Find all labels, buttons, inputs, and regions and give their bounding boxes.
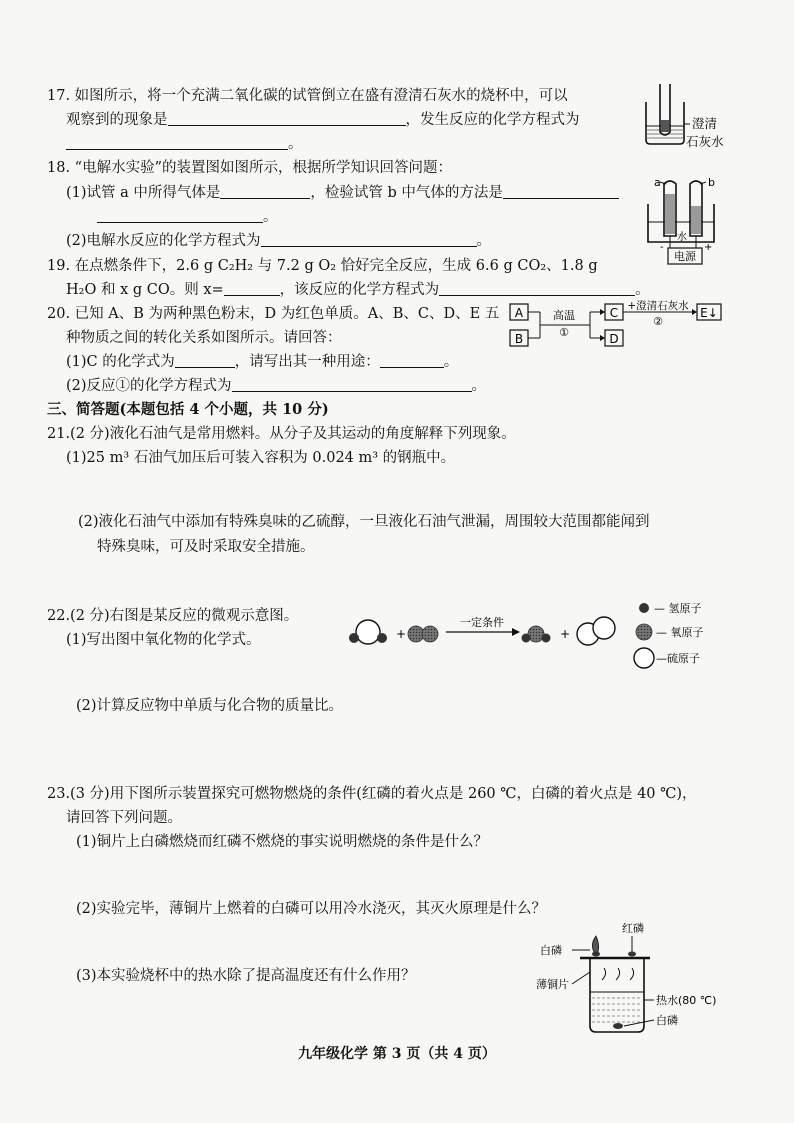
label-white-phosphorus: 白磷 <box>540 944 562 957</box>
q19-line1: 19. 在点燃条件下，2.6 g C₂H₂ 与 7.2 g O₂ 恰好完全反应，生成 6.6 g CO₂、1.8 g <box>47 258 598 274</box>
q20-conversion-diagram <box>506 300 728 350</box>
beaker <box>590 958 644 1032</box>
plus-sign-1: + <box>396 627 407 641</box>
section-3-title: 三、简答题(本题包括 4 个小题，共 10 分) <box>47 401 329 418</box>
label-hot-water: 热水(80 ℃) <box>656 994 717 1007</box>
q23-part3: (3)本实验烧杯中的热水除了提高温度还有什么作用？ <box>76 968 416 984</box>
q20-line1: 20. 已知 A、B 为两种黑色粉末，D 为红色单质。A、B、C、D、E 五 <box>47 306 500 322</box>
q20-part2: (2)反应①的化学方程式为 。 <box>66 378 487 394</box>
q17-line3: 。 <box>66 134 303 154</box>
legend-sulfur: —硫原子 <box>656 652 700 665</box>
q21-line1: 21.(2 分)液化石油气是常用燃料。从分子及其运动的角度解释下列现象。 <box>47 426 516 442</box>
q23-part2: (2)实验完毕，薄铜片上燃着的白磷可以用冷水浇灭，其灭火原理是什么？ <box>76 901 547 917</box>
q18-blank-equation <box>261 231 477 247</box>
q20-blank-use <box>380 352 444 368</box>
svg-text:E↓: E↓ <box>700 306 718 320</box>
power-label: 电源 <box>674 250 696 263</box>
minus-label: - <box>660 242 664 253</box>
q18-part1: (1)试管 a 中所得气体是 ，检验试管 b 中气体的方法是 <box>66 183 619 203</box>
svg-text:A: A <box>514 306 524 320</box>
label-limewater: 石灰水 <box>686 134 724 149</box>
q18-line1: 18. “电解水实验”的装置图如图所示，根据所学知识回答问题： <box>47 160 452 176</box>
q17-line1: 17. 如图所示，将一个充满二氧化碳的试管倒立在盛有澄清石灰水的烧杯中，可以 <box>47 88 568 104</box>
product-s-molecule <box>577 617 615 645</box>
plus-label: + <box>704 242 713 253</box>
q19-blank-equation <box>439 280 635 296</box>
q22-part1: (1)写出图中氧化物的化学式。 <box>66 632 261 648</box>
q19-blank-x <box>224 280 280 296</box>
q21-part1: (1)25 m³ 石油气加压后可装入容积为 0.024 m³ 的钢瓶中。 <box>66 450 456 466</box>
q18-part1-cont: 。 <box>97 207 278 227</box>
tube-a-label: a <box>654 176 661 189</box>
legend-oxygen-swatch <box>636 624 652 640</box>
tube-liquid <box>661 120 669 132</box>
q23-line1: 23.(3 分)用下图所示装置探究可燃物燃烧的条件(红磷的着火点是 260 ℃，白磷的着火点是 40 ℃)， <box>47 786 697 802</box>
label-copper-sheet: 薄铜片 <box>536 978 569 991</box>
condition-limewater: +澄清石灰水 <box>627 300 689 312</box>
q23-part1: (1)铜片上白磷燃烧而红磷不燃烧的事实说明燃烧的条件是什么？ <box>76 834 489 850</box>
q18-blank-gas-a <box>220 183 310 199</box>
q20-blank-equation <box>232 376 472 392</box>
q21-part2-line2: 特殊臭味，可及时采取安全措施。 <box>97 539 315 555</box>
page-footer: 九年级化学 第 3 页（共 4 页） <box>298 1046 496 1062</box>
q22-micro-diagram <box>346 598 714 676</box>
submerged-phosphorus <box>613 1023 623 1029</box>
plus-sign-2: + <box>560 627 571 641</box>
svg-text:D: D <box>609 332 619 346</box>
q22-line1: 22.(2 分)右图是某反应的微观示意图。 <box>47 608 299 624</box>
q22-part2: (2)计算反应物中单质与化合物的质量比。 <box>76 698 344 714</box>
hot-water <box>592 998 642 1022</box>
q18-blank-test-b <box>503 183 619 199</box>
reaction-condition: 一定条件 <box>460 616 504 629</box>
q17-line2: 观察到的现象是 ，发生反应的化学方程式为 <box>66 112 580 128</box>
q18-electrolysis-figure <box>640 174 724 270</box>
q21-part2-line1: (2)液化石油气中添加有特殊臭味的乙硫醇，一旦液化石油气泄漏，周围较大范围都能闻到 <box>78 514 650 530</box>
steam-lines <box>602 968 634 980</box>
label-red-phosphorus: 红磷 <box>622 922 644 935</box>
label-white-phosphorus-2: 白磷 <box>656 1014 678 1027</box>
legend-oxygen: — 氧原子 <box>656 626 704 639</box>
legend-hydrogen: — 氢原子 <box>654 602 702 615</box>
q23-combustion-figure <box>536 918 726 1040</box>
flame-icon <box>592 936 598 952</box>
q20-blank-formula <box>175 352 235 368</box>
q23-line2: 请回答下列问题。 <box>66 810 182 826</box>
legend-hydrogen-swatch <box>639 603 649 613</box>
q17-blank-equation <box>66 134 288 150</box>
q18-blank-test-b-cont <box>97 207 263 223</box>
svg-text:C: C <box>609 306 619 320</box>
label-clear: 澄清 <box>692 116 718 131</box>
reactant-h2s-molecule <box>349 620 387 644</box>
q18-part2: (2)电解水反应的化学方程式为 。 <box>66 233 492 249</box>
water-label: 水 <box>677 232 687 243</box>
q20-part1: (1)C 的化学式为 ，请写出其一种用途： 。 <box>66 354 459 370</box>
q17-blank-phenomenon <box>168 110 406 126</box>
condition-high-temp: 高温 <box>553 309 575 322</box>
reaction-2-mark: ② <box>653 315 663 328</box>
tube-b-label: b <box>708 176 715 189</box>
reactant-o2-molecule <box>408 626 438 642</box>
q19-line2: H₂O 和 x g CO。则 x= ，该反应的化学方程式为 。 <box>66 282 650 298</box>
svg-text:B: B <box>514 332 524 346</box>
q20-line2: 种物质之间的转化关系如图所示。请回答： <box>66 330 342 346</box>
legend-sulfur-swatch <box>634 648 654 668</box>
reaction-1-mark: ① <box>559 326 569 339</box>
product-h2o-molecule <box>522 626 551 643</box>
q17-beaker-figure <box>640 80 760 152</box>
